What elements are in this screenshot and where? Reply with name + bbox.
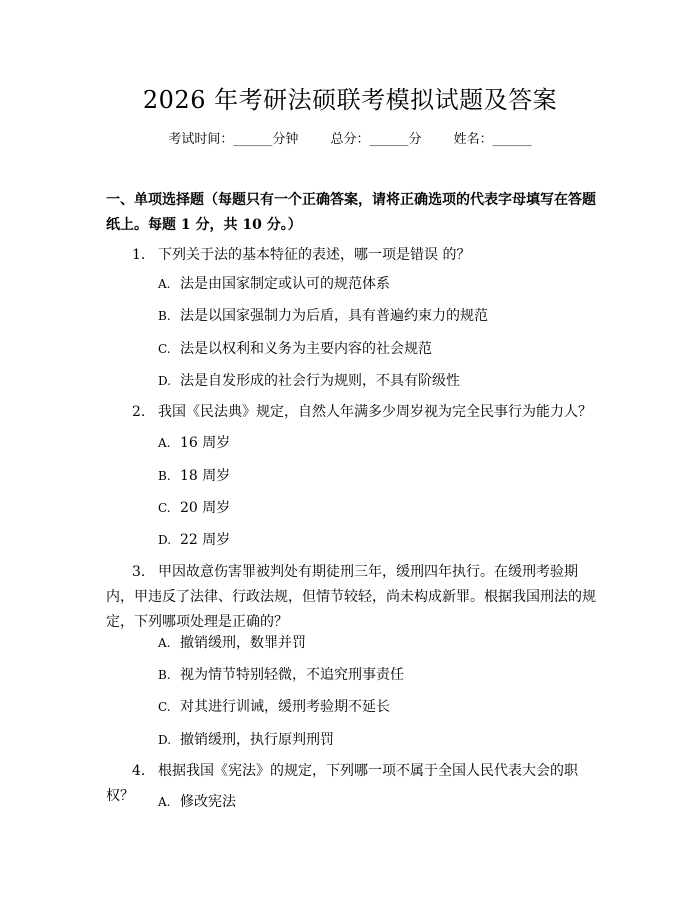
q3-option-a <box>158 633 306 653</box>
option-letter: D. <box>158 733 172 747</box>
option-text: 对其进行训诫，缓刑考验期不延长 <box>180 699 390 715</box>
section-heading: 一、单项选择题（每题只有一个正确答案，请将正确选项的代表字母填写在答题纸上。每题 1 分，共 10 分。） <box>106 192 596 233</box>
option-text: 法是由国家制定或认可的规范体系 <box>180 276 390 292</box>
total-score-field: 总分：______分 <box>330 132 422 147</box>
q3-option-c <box>158 697 390 717</box>
option-text: 20 周岁 <box>180 500 231 516</box>
q3-option-d <box>158 730 334 750</box>
option-text: 撤销缓刑，数罪并罚 <box>180 635 306 651</box>
exam-time-field: 考试时间：______分钟 <box>168 132 299 147</box>
option-text: 撤销缓刑，执行原判刑罚 <box>180 732 334 748</box>
q2-option-b <box>158 466 230 486</box>
question-text: 下列关于法的基本特征的表述，哪一项是错误 的？ <box>158 247 471 263</box>
option-letter: A. <box>158 277 171 291</box>
question-3 <box>106 560 602 635</box>
option-text: 视为情节特别轻微，不追究刑事责任 <box>180 667 404 683</box>
question-number: 2. <box>132 404 146 420</box>
q1-option-a <box>158 274 390 294</box>
option-text: 16 周岁 <box>180 435 231 451</box>
q2-option-a <box>158 433 230 453</box>
option-letter: C. <box>158 342 171 356</box>
option-text: 法是以权利和义务为主要内容的社会规范 <box>180 341 432 357</box>
option-text: 法是以国家强制力为后盾，具有普遍约束力的规范 <box>180 308 488 324</box>
question-1 <box>106 243 602 268</box>
option-letter: C. <box>158 501 171 515</box>
option-letter: B. <box>158 309 171 323</box>
document-title: 2026 年考研法硕联考模拟试题及答案 <box>142 86 558 114</box>
exam-meta <box>0 130 700 150</box>
option-letter: A. <box>158 795 171 809</box>
option-text: 18 周岁 <box>180 468 231 484</box>
option-letter: B. <box>158 469 171 483</box>
q3-option-b <box>158 665 404 685</box>
option-letter: A. <box>158 436 171 450</box>
q2-option-c <box>158 498 230 518</box>
q1-option-b <box>158 306 488 326</box>
q1-option-c <box>158 339 432 359</box>
question-text: 我国《民法典》规定，自然人年满多少周岁视为完全民事行为能力人？ <box>158 404 592 420</box>
question-number: 3. <box>132 564 146 580</box>
option-letter: B. <box>158 668 171 682</box>
question-number: 1. <box>132 247 146 263</box>
student-name-field: 姓名：______ <box>453 132 532 147</box>
question-2 <box>106 400 602 425</box>
option-letter: D. <box>158 533 172 547</box>
option-letter: C. <box>158 700 171 714</box>
option-text: 法是自发形成的社会行为规则，不具有阶级性 <box>180 373 460 389</box>
option-letter: D. <box>158 374 172 388</box>
question-text: 甲因故意伤害罪被判处有期徒刑三年，缓刑四年执行。在缓刑考验期内，甲违反了法律、行政法规，但情节较轻，尚未构成新罪。根据我国刑法的规定，下列哪项处理是正确的？ <box>106 564 596 630</box>
q2-option-d <box>158 530 230 550</box>
q1-option-d <box>158 371 460 391</box>
option-letter: A. <box>158 636 171 650</box>
question-number: 4. <box>132 763 146 779</box>
q4-option-a <box>158 792 236 812</box>
question-text: 根据我国《宪法》的规定，下列哪一项不属于全国人民代表大会的职权？ <box>106 763 578 804</box>
option-text: 修改宪法 <box>180 794 236 810</box>
option-text: 22 周岁 <box>180 532 231 548</box>
